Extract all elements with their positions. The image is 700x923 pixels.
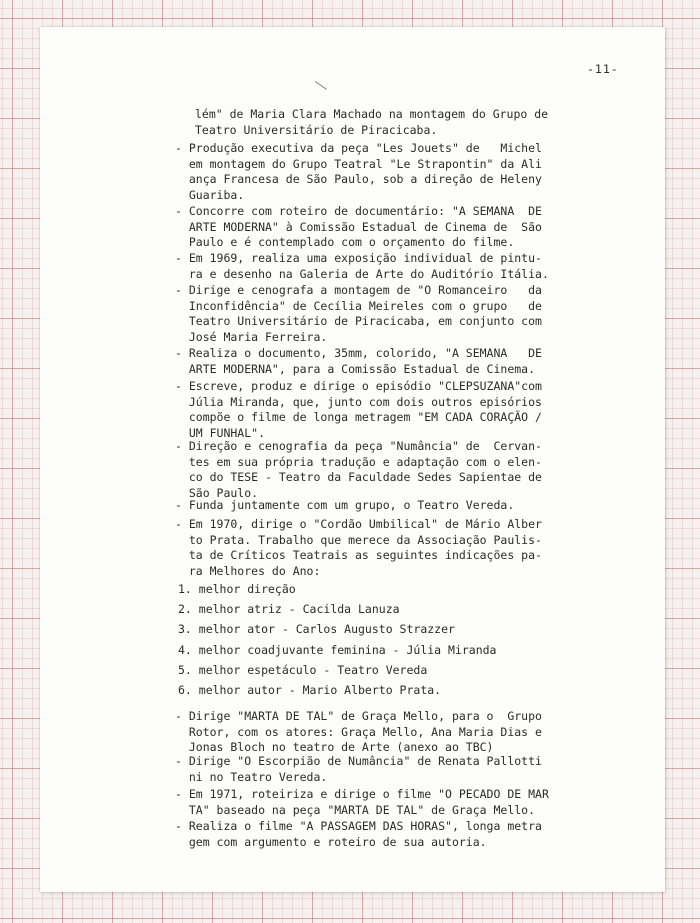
list-item: - Dirige "O Escorpião de Numância" de Renata Pallotti ni no Teatro Vereda. — [175, 754, 542, 784]
document-page — [40, 27, 665, 892]
list-item: - Escreve, produz e dirige o episódio "CLEPSUZANA"com Júlia Miranda, que, junto com dois outros episórios compõe o filme de longa metragem "EM CADA CORAÇÃO / UM FUNHAL". — [175, 379, 542, 440]
numbered-item: 3. melhor ator - Carlos Augusto Strazzer — [178, 622, 455, 636]
numbered-item: 6. melhor autor - Mario Alberto Prata. — [178, 683, 442, 697]
list-item: - Dirige "MARTA DE TAL" de Graça Mello, para o Grupo Rotor, com os atores: Graça Mello, Ana Maria Dias e Jonas Bloch no teatro de Arte (anexo ao TBC) — [175, 709, 542, 754]
list-item: - Realiza o documento, 35mm, colorido, "A SEMANA DE ARTE MODERNA", para a Comissão Estadual de Cinema. — [175, 346, 542, 376]
list-item: - Funda juntamente com um grupo, o Teatro Vereda. — [175, 498, 515, 512]
page-number: -11- — [587, 62, 619, 76]
list-item: - Produção executiva da peça "Les Jouets" de Michel em montagem do Grupo Teatral "Le Strapontin" da Ali ança Francesa de São Paulo, sob a direção de Heleny Guariba. — [175, 141, 542, 202]
numbered-item: 2. melhor atriz - Cacilda Lanuza — [178, 602, 400, 616]
list-item: - Em 1970, dirige o "Cordão Umbilical" de Mário Alber to Prata. Trabalho que merece da Associação Paulis- ta de Críticos Teatrais as seguintes indicações pa- ra Melhores do Ano: — [175, 517, 542, 578]
list-item: - Em 1969, realiza uma exposição individual de pintu- ra e desenho na Galeria de Arte do Auditório Itália. — [175, 251, 549, 281]
pen-mark — [315, 81, 327, 90]
paragraph-continuation: lém" de Maria Clara Machado na montagem do Grupo de Teatro Universitário de Piracicaba. — [195, 107, 549, 137]
list-item: - Realiza o filme "A PASSAGEM DAS HORAS", longa metra gem com argumento e roteiro de sua autoria. — [175, 819, 542, 849]
list-item: - Dirige e cenografa a montagem de "O Romanceiro da Inconfidência" de Cecília Meireles com o grupo de Teatro Universitário de Piracicaba, em conjunto com José Maria Ferreira. — [175, 283, 542, 344]
list-item: - Concorre com roteiro de documentário: "A SEMANA DE ARTE MODERNA" à Comissão Estadual de Cinema de São Paulo e é contemplado com o orçamento do filme. — [175, 204, 542, 249]
numbered-item: 1. melhor direção — [178, 582, 296, 596]
numbered-item: 4. melhor coadjuvante feminina - Júlia Miranda — [178, 643, 497, 657]
typewritten-text — [40, 27, 665, 892]
numbered-item: 5. melhor espetáculo - Teatro Vereda — [178, 663, 428, 677]
list-item: - Em 1971, roteiriza e dirige o filme "O PECADO DE MAR TA" baseado na peça "MARTA DE TAL" de Graça Mello. — [175, 787, 549, 817]
list-item: - Direção e cenografia da peça "Numância" de Cervan- tes em sua própria tradução e adaptação com o elen- co do TESE - Teatro da Faculdade Sedes Sapientae de São Paulo. — [175, 439, 542, 500]
